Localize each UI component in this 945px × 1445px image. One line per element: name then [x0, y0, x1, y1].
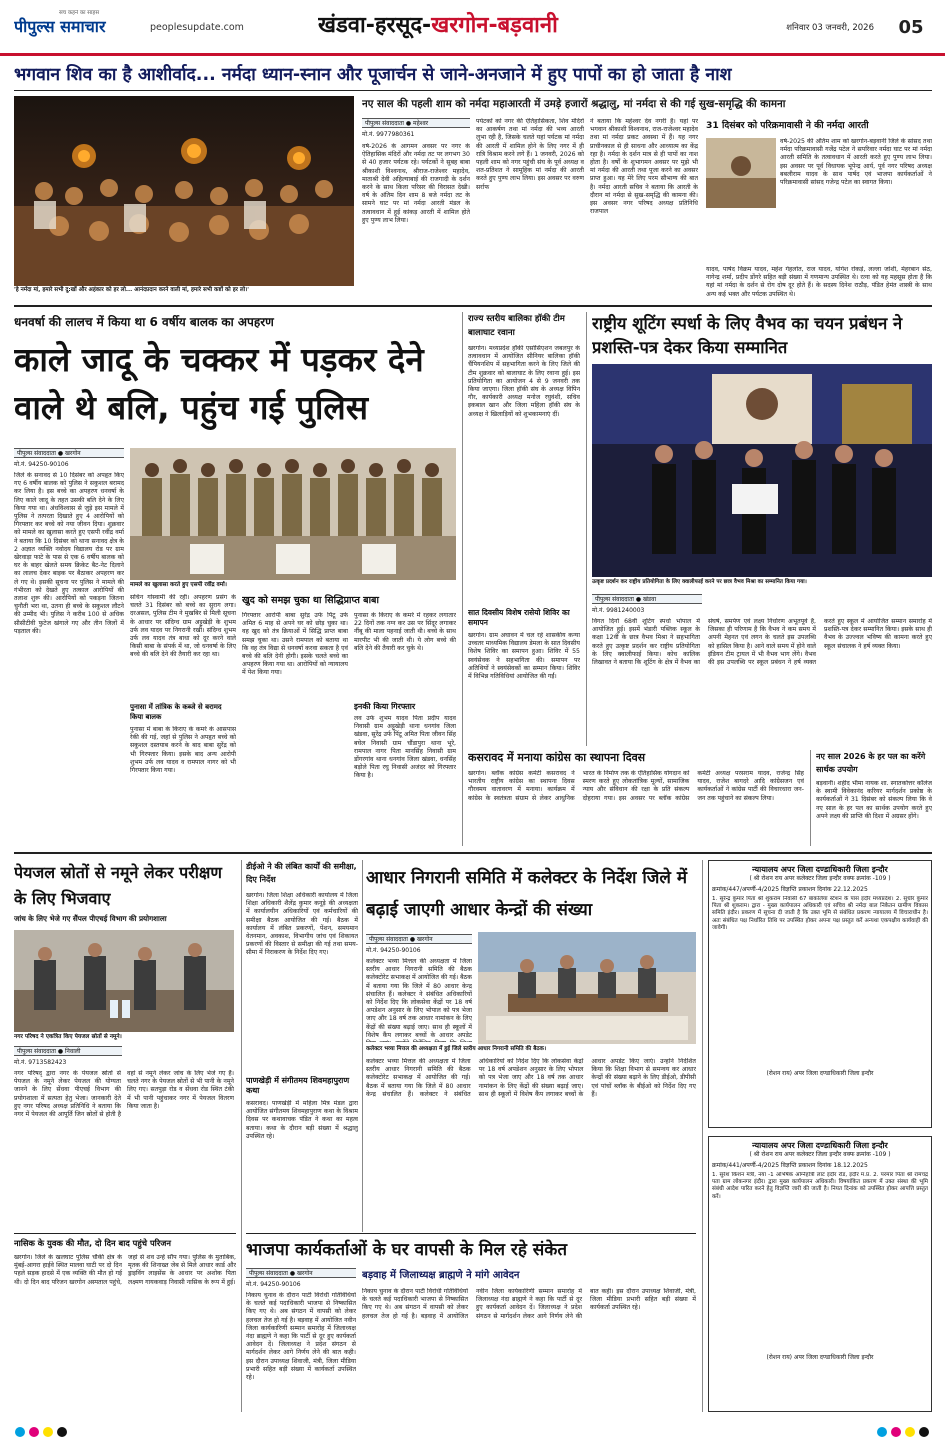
notice-1-sign: (रोशन राय) अपर जिला दण्डाधिकारी जिला इन्दौर: [766, 1070, 874, 1077]
deo-headline: डीईओ ने की लंबित कार्यों की समीक्षा, दिए निर्देश: [246, 862, 357, 884]
lead-side-headline: 31 दिसंबर को परिक्रमावासी ने की नर्मदा आरती: [706, 120, 869, 131]
new-year-headline: नए साल 2026 के हर पल का करेंगे सार्थक उपयोग: [816, 752, 926, 774]
aadhaar-headline: आधार निगरानी समिति में कलेक्टर के निर्देश जिले में बढ़ाई जाएगी आधार केन्द्रों की संख्या: [366, 868, 688, 920]
kidnap-caption: मामले का खुलासा करते हुए एसपी रवींद्र वर्मा।: [130, 582, 227, 588]
notice-1-body: 1. सुरेन्द्र कुमार पिता श्री शुकराम निवासी 67 बाकलिया स्टेशन के पास इंदौर मध्यप्रदेश। 2. सुधीर कुमार पिता श्री शुकराम। द्वारा - मुख्य कार्यपालन अधिकारी एवं सचिव श्री नर्मदा बाल निकेतन ग्रामीण विकास समिति इंदौर। प्रकरण में सूचना दी जाती है कि उक्त भूमि से संबंधित प्रकरण न्यायालय में विचाराधीन है। अतः संबंधित पक्ष निर्धारित तिथि पर उपस्थित होकर अपना पक्ष प्रस्तुत करें अन्यथा एकपक्षीय कार्यवाही की जावेगी।: [712, 896, 928, 931]
divider-2: [14, 852, 932, 854]
water-byline-text: पीपुल्स संवाददाता ● निवाली: [17, 1048, 81, 1055]
notice-2-subtitle: ( श्री रोशन राय अपर कलेक्टर जिला इन्दौर वक्फ क्रमांक -109 ): [749, 1151, 891, 1158]
nashik-body: खरगोन। जिले के खलघाट पुलिस चौकी क्षेत्र के मुंबई-आगरा हाईवे स्थित मालवा घाटी पर दो दिन पहले सड़क हादसे में एक व्यक्ति की मौत हो गई थी। दो दिन बाद परिजन खरगोन अस्पताल पहुंचे, जहां से शव उन्हें सौंप गया। पुलिस के मुताबिक, मृतक की शिनाख्त जेब से मिले आधार कार्ड और ड्राइविंग लाइसेंस के आधार पर अशोक पिता लक्ष्मण गायकवाड़ निवासी नासिक के रूप में हुई।: [14, 1254, 236, 1286]
congress-headline: कसरावद में मनाया कांग्रेस का स्थापना दिवस: [468, 751, 646, 764]
shooting-byline-text: पीपुल्स संवाददाता ● खंडवा: [595, 596, 657, 603]
notice-2-title: न्यायालय अपर जिला दण्डाधिकारी जिला इन्दौर: [752, 1141, 888, 1150]
legal-notice-1: [708, 860, 932, 1128]
nashik-headline: नासिक के युवक की मौत, दो दिन बाद पहुंचे परिजन: [14, 1238, 171, 1248]
masthead-logo: [14, 10, 144, 40]
masthead: [0, 0, 945, 56]
lead-rule: [14, 90, 932, 91]
lead-mobile: मो.नं. 9977980361: [362, 131, 415, 138]
vr-bot-1: [241, 860, 242, 1412]
notice-1-case: क्रमांक/447/अपर्णी-4/2025 विज्ञप्ति प्रकाशन दिनांक 22.12.2025: [712, 886, 868, 893]
divider-bjp: [246, 1233, 696, 1234]
kidnap-byline-text: पीपुल्स संवाददाता ● खरगोन: [17, 450, 81, 457]
award-ceremony-image: [592, 364, 932, 577]
deo-sub: पाणखेड़ी में संगीतमय शिवमहापुराण कथा: [246, 1076, 350, 1095]
new-year-body: बड़वानी। शहीद भीमा नायक शा. स्नातकोत्तर कॉलेज के स्वामी विवेकानंद करियर मार्गदर्शन प्रकोष्ठ के कार्यकर्ताओं ने 31 दिसंबर को संकल्प लिया कि वे नए साल के हर पल का सार्थक उपयोग करते हुए अपने लक्ष्य की प्राप्ति की दिशा में अग्रसर होंगे।: [816, 780, 932, 820]
kidnap-body-5: पुनासा के किराए के कमरे में रहकर लगातार 22 दिनों तक नग्न कर उस पर सिंदूर लगाकर नींबू की माला पहनाई जाती थी। बच्चे के साथ मारपीट भी की जाती थी। ये लोग बच्चे की बलि देने की तैयारी कर चुके थे।: [354, 612, 456, 652]
bjp-subhead: बड़वाह में जिलाध्यक्ष ब्राह्मणे ने मांगे आवेदन: [362, 1270, 520, 1281]
lead-side-body: वर्ष-2025 की अंतिम शाम को खरगोन-बड़वानी जिले के सांसद तथा नर्मदा परिक्रमावासी गजेंद्र पटेल ने सपरिवार नर्मदा घाट पर मां नर्मदा आरती समिति के तत्वावधान में आरती करते हुए पुण्य लाभ लिया। इस अवसर पर पूर्व विधायक भूपेन्द्र आर्य, पूर्व नगर परिषद अध्यक्ष बबलीराम यादव के साथ पार्षद एवं भाजपा कार्यकर्ताओं ने परिक्रमावासी सांसद गजेन्द्र पटेल का स्वागत किया।: [780, 138, 932, 187]
deo-body-2: कसरावद। पाणखेड़ी में महिला मित्र मंडल द्वारा आयोजित संगीतमय शिवमहापुराण कथा के विश्राम दिवस पर कथावाचक पंडित ने कथा का महत्व बताया। कथा के दौरान बड़ी संख्या में श्रद्धालु उपस्थित रहे।: [246, 1100, 358, 1140]
page-number: 05: [898, 17, 924, 38]
section-title-b: खरगोन-बड़वानी: [431, 13, 558, 38]
notice-1-subtitle: ( श्री रोशन राय अपर कलेक्टर जिला इन्दौर वक्फ क्रमांक -109 ): [749, 875, 891, 882]
vr-mid-1: [462, 312, 463, 846]
aadhaar-body-cols: कलेक्टर भव्या मित्तल की अध्यक्षता में जिला स्तरीय आधार निगरानी समिति की बैठक कलेक्टोरेट सभाकक्ष में आयोजित की गई। बैठक में बताया गया कि जिले में 80 आधार केन्द्र संचालित हैं। कलेक्टर ने संबंधित अधिकारियों को निर्देश दिए कि लोकसेवा केंद्रों पर 18 वर्ष अपडेशन अनुसार के लिए भोपाल को पत्र भेजा जाए और 18 वर्ष तक आधार नामांकन के लिए केंद्रों की संख्या बढ़ाई जाए। साथ ही स्कूलों में विशेष कैंप लगाकर बच्चों के आधार अपडेट किए जाएं। उन्होंने निर्देशित किया कि शिक्षा विभाग से समन्वय कर आधार केन्द्रों की संख्या बढ़ाने के लिए डीईओ, डीपीसी एवं पांचों ब्लॉक के बीईओ को निर्देश दिए गए हैं।: [366, 1058, 696, 1098]
kidnap-kicker: धनवर्षा की लालच में किया था 6 वर्षीय बालक का अपहरण: [14, 315, 274, 329]
bjp-byline-text: पीपुल्स संवाददाता ● खरगोन: [249, 1270, 313, 1277]
lead-body-col1: वर्ष-2026 के आगमन अवसर पर नगर के ऐतिहासिक मंदिरों और नर्मदा तट पर लगभग 30 से 40 हजार पर्यटक रहे। पर्यटकों ने सुबह बाबा श्रीकाशी विश्वनाथ, श्रीराज-राजेश्वर महादेव, माताश्री देवी अहिल्याबाई की राजगादी के दर्शन करने के साथ किला परिसर की विरासत देखी। वर्ष के अंतिम दिन शाम 8 बजे नर्मदा तट के सामने घाट पर मां नर्मदा आरती मंडल के तत्वावधान में हुई कांकड़ आरती में शामिल होते हुए पुण्य लाभ लिया।: [362, 143, 470, 224]
lead-photo: [14, 96, 354, 286]
lead-subhead: नए साल की पहली शाम को नर्मदा महाआरती में उमड़े हजारों श्रद्धालु, मां नर्मदा से की गई सुख-समृद्धि की कामना: [362, 98, 786, 110]
bjp-headline: भाजपा कार्यकर्ताओं के घर वापसी के मिल रहे संकेत: [246, 1240, 568, 1260]
water-byline: [14, 1046, 122, 1056]
vr-mid-3: [810, 750, 811, 846]
print-registration-marks: [0, 1424, 945, 1440]
shooting-byline: [592, 594, 702, 604]
bjp-body-right: निकाय चुनाव के दौरान पार्टी विरोधी गतिविधियों के चलते कई पदाधिकारी भाजपा से निष्कासित किए गए थे। अब संगठन में वापसी को लेकर हलचल तेज हो गई है। बड़वाह में आयोजित नवीन जिला कार्यकारिणी सम्मान समारोह में जिलाध्यक्ष नंदा ब्राह्मणे ने कहा कि पार्टी से दूर हुए कार्यकर्ता आवेदन दें। जिलाध्यक्ष ने प्रदेश संगठन से मार्गदर्शन लेकर आगे निर्णय लेने की बात कही। इस दौरान उपाध्यक्ष शिवाजी, मंत्री, जिला मीडिया प्रभारी सहित बड़ी संख्या में कार्यकर्ता उपस्थित रहे।: [362, 1288, 696, 1320]
section-title-a: खंडवा-हरसूद-: [318, 13, 432, 38]
registration-marks-strip: [0, 1424, 945, 1440]
issue-date: शनिवार 03 जनवरी, 2026: [786, 23, 874, 33]
bjp-body-left: निकाय चुनाव के दौरान पार्टी विरोधी गतिविधियों के चलते कई पदाधिकारी भाजपा से निष्कासित किए गए थे। अब संगठन में वापसी को लेकर हलचल तेज हो गई है। बड़वाह में आयोजित नवीन जिला कार्यकारिणी सम्मान समारोह में जिलाध्यक्ष नंदा ब्राह्मणे ने कहा कि पार्टी से दूर हुए कार्यकर्ता आवेदन दें। जिलाध्यक्ष ने प्रदेश संगठन से मार्गदर्शन लेकर आगे निर्णय लेने की बात कही। इस दौरान उपाध्यक्ष शिवाजी, मंत्री, जिला मीडिया प्रभारी सहित बड़ी संख्या में कार्यकर्ता उपस्थित रहे।: [246, 1292, 356, 1382]
kidnap-byline: [14, 448, 124, 458]
shooting-body: विगत दिनों 68वीं शूटिंग स्पर्धा भोपाल में आयोजित हुई। इसमें भंडारी पब्लिक स्कूल के कक्षा 12वीं के छात्र वैभव मिश्रा ने सहभागिता करते हुए उत्कृष्ट प्रदर्शन कर राष्ट्रीय प्रतियोगिता के लिए क्वालीफाई किया। कोच कालिक लिखावत ने बताया कि शूटिंग के क्षेत्र में वैभव का संघर्ष, समर्पण एवं लक्ष्य निर्धारण अभूतपूर्व है, जिसका ही परिणाम है कि वैभव ने कम समय में अपनी मेहनत एवं लगन के चलते इस उपलब्धि को हासिल किया है। आने वाले समय में होने वाले इंडियन टीम ट्रायल में भी वैभव भाग लेंगे। वैभव की इस उपलब्धि पर स्कूल प्रबंधन ने हर्ष व्यक्त करते हुए स्कूल में आयोजित सम्मान समारोह में प्रशस्ति-पत्र देकर सम्मानित किया। इसके साथ ही वैभव के उज्ज्वल भविष्य की कामना करते हुए स्कूल संचालक ने हर्ष व्यक्त किया।: [592, 618, 932, 667]
hockey-headline: राज्य स्तरीय बालिका हॉकी टीम बालाघाट रवाना: [468, 314, 565, 338]
lead-side-foot: यादव, पार्षद विक्रम यादव, महेश गेहलोत, राज यादव, योगेश रोकड़े, लल्ला जोशी, मेहरबान सेठ, नागेन्द्र शर्मा, प्रदीप डोंगरे सहित बड़ी संख्या में गणमान्य उपस्थित थे। रत्ना को यह महसूस होता है कि यहां मां नर्मदा के दर्शन से रोग दोष दूर होते हैं। के सदस्य दिनेश राठौड़, पंडित हेमंत शास्त्री के साथ अन्य कई भक्त और पर्यटक उपस्थित थे।: [706, 266, 932, 298]
aadhaar-byline: [366, 934, 472, 944]
kidnap-photo: [130, 448, 456, 580]
aadhaar-photo: [478, 932, 696, 1044]
lead-caption: 'हे नर्मदा मां, हमारे सभी दु:खों और अहंकार को हर लो... आनंदप्रदान करने वाली मां, हमारे सभी कष्टों को हर लो।': [14, 287, 249, 293]
lead-side-photo: [706, 138, 776, 208]
vr-bot-3: [702, 860, 703, 1412]
kidnap-headline: काले जादू के चक्कर में पड़कर देने वाले थे बलि, पहुंच गई पुलिस: [14, 340, 424, 427]
lead-body-col2: पर्यटकों को नगर की ऐतिहासिकता, शिव मंदिरों का आकर्षण तथा मां नर्मदा की भव्य आरती लुभा रही है, जिसके चलते यहां पर्यटक मां नर्मदा की आरती में शामिल होने के लिए नगर में ही रात्रि विश्राम करने लगे हैं। 1 जनवरी, 2026 को पहली शाम को नगर पहुंची संघ के पूर्व अध्यक्ष व शत-प्रतिशत ने सामूहिक मां नर्मदा की आरती करते हुए पुण्य लाभ लिया। इस अवसर पर वरुण सर्राफ: [476, 118, 584, 191]
vr-mid-2: [586, 312, 587, 746]
parikrama-photo: [706, 138, 776, 208]
lead-byline-text: पीपुल्स संवाददाता ● महेश्वर: [365, 120, 429, 127]
water-sampling-image: [14, 930, 234, 1032]
aadhaar-byline-text: पीपुल्स संवाददाता ● खरगोन: [369, 936, 433, 943]
notice-2-body: 1. सुरेश किशन मंत्री, नया -1 अभिषेक अग्निहोत्री लाट इंदौर रोड, इंदौर म.प्र. 2. परमार पिता श्री रामचंद्र पता ग्राम लोकनगर इंदौर। द्वारा मुख्य कार्यपालन अधिकारी। विषयांकित प्रकरण में उक्त संस्था की भूमि संबंधी आदेश पारित करने हेतु विज्ञप्ति जारी की जाती है। नियत दिनांक को उपस्थित होकर आपत्ति प्रस्तुत करें।: [712, 1172, 928, 1200]
aadhaar-caption: कलेक्टर भव्या मित्तल की अध्यक्षता में हुई जिले स्तरीय आधार निगरानी समिति की बैठक।: [366, 1046, 547, 1052]
kidnap-sub-2: इनकी किया गिरफ्तार: [354, 702, 416, 711]
bjp-byline: [246, 1268, 356, 1278]
water-headline: पेयजल स्रोतों से नमूने लेकर परीक्षण के लिए भिजवाए: [14, 863, 222, 908]
water-photo: [14, 930, 234, 1032]
water-subhead: जांच के लिए भेजे गए सैंपल पीएचई विभाग की प्रयोगशाला: [14, 914, 167, 923]
site-url[interactable]: peoplesupdate.com: [150, 22, 244, 33]
shooting-headline: राष्ट्रीय शूटिंग स्पर्धा के लिए वैभव का चयन प्रबंधन ने प्रशस्ति-पत्र देकर किया सम्मानित: [592, 314, 903, 357]
deo-body: खरगोन। जिला शिक्षा अधिकारी कार्यालय में जिला शिक्षा अधिकारी शैलेंद्र कुमार कनूड़े की अध्यक्षता में कार्यालयीन अधिकारियों एवं कर्मचारियों की समीक्षा बैठक आयोजित की गई। बैठक में कार्यालय में लंबित प्रकरणों, पेंशन, समयमान वेतनमान, अवकाश, विभागीय जांच एवं शिकायत प्रकरणों की विस्तार से समीक्षा की गई तथा समय-सीमा में निराकरण के निर्देश दिए गए।: [246, 892, 358, 957]
shooting-caption: उत्कृष्ट प्रदर्शन कर राष्ट्रीय प्रतियोगिता के लिए क्वालीफाई करने पर छात्र वैभव मिश्रा का सम्मानित किया गया।: [592, 579, 807, 585]
kidnap-body-6: लव उर्फ शुभम यादव पिता प्रदीप यादव निवासी ग्राम अट्टूखेड़ी थाना धनगांव जिला खंडवा, सुरेंद्र उर्फ पिंटू अमित पिता जीवन सिंह बघेल निवासी ग्राम चौंडापुरा थाना भूरे, रामपाल नागर पिता मानसिंह निवासी ग्राम डोंगरगांव थाना धनगांव जिला खंडवा, धनसिंह बड़ोले पिता रघु निवासी अजंदर को गिरफ्तार किया है।: [354, 715, 456, 780]
vr-bot-2: [362, 860, 363, 1232]
water-mobile: मो.नं. 9713582423: [14, 1059, 67, 1066]
water-body: नगर परिषद् द्वारा नगर के पेयजल स्रोतों से पेयजल के नमूने लेकर पेयजल की योग्यता जानने के लिए सेंधवा पीएचई विभाग की प्रयोगशाला में सत्यता हेतु भेजा। जानकारी देते हुए नगर परिषद अध्यक्ष प्रतिनिधि ने बताया कि नगर में पेयजल की आपूर्ति जिन स्रोतों से होती है वहां से नमूने लेकर जांच के लिए भेजे गए हैं। चलते नगर के पेयजल स्रोतों से भी पानी के नमूने लिए गए। सतपुड़ा रोड व सेंधवा रोड स्थित टंकी में भी पानी पहुंचाकर नगर में पेयजल वितरण किया जाता है।: [14, 1070, 234, 1119]
lead-headline: भगवान शिव का है आशीर्वाद... नर्मदा ध्यान-स्नान और पूजार्चन से जाने-अनजाने में हुए पापों का हो जाता है नाश: [14, 65, 732, 85]
kidnap-body-2: सचिन गोस्वामी की रही। अपहरण प्रसंग के चलते 31 दिसंबर को बच्चे का सुराग लगा। दरअसल, पुलिस टीम ने मुखबिर से मिली सूचना के आधार पर संदिग्ध ग्राम अट्टुखेड़ी के शुभम उर्फ लव यादव पर निगरानी रखी। संदिग्ध शुभम उर्फ लव यादव तंत्र बाधा को दूर करने वाले किसी बाबा के संपर्क में था, जो धनवर्षा के लिए बच्चे की बलि देने की तैयारी कर रहा था।: [130, 594, 236, 659]
kidnap-body-1: जिले के सनावद से 10 दिसंबर को अपहृत किए गए 6 वर्षीय बालक को पुलिस ने सकुशल बरामद कर लिया है। इस बच्चे का अपहरण धनवर्षा के लिए काले जादू के तहत उसकी बलि देने के लिए किया गया था। अंधविश्वास से जुड़े इस मामले में पुलिस ने तत्परता दिखाते हुए 4 आरोपियों को गिरफ्तार कर बच्चे को नया जीवन दिया। शुक्रवार को मामले का खुलासा करते हुए एसपी रवींद्र वर्मा ने बताया कि 10 दिसंबर को थाना सनावद क्षेत्र के 2 अज्ञात व्यक्ति नवोदय विद्यालय रोड पर ग्राम खेरवाड़ा फाटे के पास से एक 6 वर्षीय बालक को घर के बाहर खेलते समय क्रिकेट बैट-नेट दिलाने का लालच देकर बाइक पर बैठाकर अपहरण कर ले गए थे। इसकी सूचना पर पुलिस ने मामले की गंभीरता को देखते हुए तत्काल आरोपियों की तलाश शुरू की। आरोपियों को पकड़ना जितना चुनौती भरा था, उतना ही बच्चे के सकुशल लौटने की उम्मीद भी। पुलिस ने करीब 100 से अधिक सीसीटीवी फुटेज खंगाले गए और तीन जिलों में पड़ताल की।: [14, 472, 124, 635]
kidnap-sub-1: पुनासा में तांत्रिक के कब्जे से बरामद किया बालक: [130, 703, 222, 721]
kidnap-body-3: पुनासा में बाबा के किराए के कमरे के आसपास रेकी की गई, जहां से पुलिस ने अपहृत बच्चे को सकुशल दस्तयाब करने के बाद बाबा सुरेंद्र को भी गिरफ्तार किया। इसके बाद अन्य आरोपी शुभम उर्फ लव यादव व रामपाल नागर को भी गिरफ्तार किया गया।: [130, 726, 236, 775]
kidnap-body-4: गिरफ्तार आरोपी बाबा सुरेंद्र उर्फ पिंटू उर्फ अमित 6 माह से अपने घर को छोड़ चुका था। वह खुद को तंत्र क्रियाओं में सिद्धि प्राप्त बाबा समझ चुका था। उसने रामपाल को बताया था कि वह तंत्र विद्या से धनवर्षा करवा सकता है एवं बच्चे की बलि देनी होगी। इसके चलते बच्चे का अपहरण किया गया था। आरोपियों को न्यायालय में पेश किया गया।: [242, 612, 348, 677]
notice-2-case: क्रमांक/441/अपर्णी-4/2025 विज्ञप्ति प्रकाशन दिनांक 18.12.2025: [712, 1162, 868, 1169]
aadhaar-body: कलेक्टर भव्या मित्तल की अध्यक्षता में जिला स्तरीय आधार निगरानी समिति की बैठक कलेक्टोरेट सभाकक्ष में आयोजित की गई। बैठक में बताया गया कि जिले में 80 आधार केन्द्र संचालित हैं। कलेक्टर ने संबंधित अधिकारियों को निर्देश दिए कि लोकसेवा केंद्रों पर 18 वर्ष अपडेशन अनुसार के लिए भोपाल को पत्र भेजा जाए और 18 वर्ष तक आधार नामांकन के लिए केंद्रों की संख्या बढ़ाई जाए। साथ ही स्कूलों में विशेष कैंप लगाकर बच्चों के आधार अपडेट: [366, 958, 472, 1039]
divider-nashik: [14, 1233, 236, 1234]
shooting-mobile: मो.नं. 9981240003: [592, 607, 645, 614]
bjp-mobile: मो.नं. 94250-90106: [246, 1281, 301, 1288]
police-team-image: [130, 448, 456, 580]
hockey-body: खरगोन। मध्यप्रदेश हॉकी एसोसिएशन जबलपुर के तत्वावधान में आयोजित सीनियर बालिका हॉकी चैंपियनशिप में सहभागिता करने के लिए जिले की टीम शुक्रवार को बालाघाट के लिए रवाना हुई। इस प्रतियोगिता का आयोजन 4 से 9 जनवरी तक किया जाएगा। जिला हॉकी संघ के अध्यक्ष विपिन गौर, कार्यकारी अध्यक्ष मनोज रघुवंशी, सचिव इकबाल खान और जिला महिला हॉकी संघ के अध्यक्ष ने खिलाड़ियों को शुभकामनाएं दीं।: [468, 345, 580, 418]
lead-byline: [362, 118, 470, 128]
logo-tagline: सच कहने का साहस: [58, 10, 100, 16]
hockey-sub: सात दिवसीय विशेष रासेयो शिविर का समापन: [468, 608, 570, 627]
section-title: [318, 10, 648, 42]
hockey-body-2: खरगोन। ग्राम अघावन में चल रहे शासकीय कन्या उच्चतर माध्यमिक विद्यालय डेमला के सात दिवसीय विशेष शिविर का समापन हुआ। शिविर में 55 स्वयंसेवक ने सहभागिता की। समापन पर अतिथियों ने स्वयंसेवकों का सम्मान किया। शिविर में विभिन्न गतिविधियां आयोजित की गईं।: [468, 632, 580, 681]
shooting-photo: [592, 364, 932, 577]
notice-2-sign: (रोशन राय) अपर जिला दण्डाधिकारी जिला इन्दौर: [766, 1354, 874, 1361]
water-caption: नगर परिषद ने एकत्रित किए पेयजल स्रोतों से नमूने।: [14, 1034, 122, 1040]
collector-meeting-image: [478, 932, 696, 1044]
aarti-crowd-image: [14, 96, 354, 286]
kidnap-box-head: खुद को समझ चुका था सिद्धिप्राप्त बाबा: [242, 595, 379, 606]
congress-body: खरगोन। ब्लॉक कांग्रेस कमेटी कसरावद ने भारतीय राष्ट्रीय कांग्रेस का स्थापना दिवस गौरवमय वातावरण में मनाया। कार्यक्रम में कांग्रेस के स्वतंत्रता संग्राम से लेकर आधुनिक भारत के निर्माण तक के ऐतिहासिक योगदान को स्मरण करते हुए लोकतांत्रिक मूल्यों, सामाजिक न्याय और संविधान की रक्षा के प्रति संकल्प दोहराया गया। इस अवसर पर ब्लॉक कांग्रेस कमेटी अध्यक्ष परसराम यादव, राजेन्द्र सिंह यादव, राजेश बागदरे आदि कांग्रेसजन एवं कार्यकर्ताओं ने कांग्रेस पार्टी की विचारधारा जन-जन तक पहुंचाने का संकल्प लिया।: [468, 770, 804, 802]
aadhaar-mobile: मो.नं. 94250-90106: [366, 947, 421, 954]
kidnap-mobile: मो.नं. 94250-90106: [14, 461, 69, 468]
logo-text: पीपुल्स समाचार: [14, 17, 106, 36]
divider-1: [14, 305, 932, 307]
lead-body-col3: ने बताया कि महेश्वर देव नगरी है। यहां पर भगवान श्रीकाशी विश्वनाथ, राज-राजेश्वर महादेव तथा मां नर्मदा प्रकट अवस्था में हैं। यह नगर प्राचीनकाल से ही साधना और आध्यात्म का केंद्र रहा है। नर्मदा के दर्शन मात्र से ही पापों का नाश होता है। वर्षों के शुभागमन अवसर पर मुझे भी मां नर्मदा की आरती तथा पूजा करने का अवसर प्राप्त हुआ। यह मेरे लिए परम सौभाग्य की बात है। नर्मदा आरती सचिव ने बताया कि आरती के दौरान मां नर्मदा से सुख-समृद्धि की कामना की। इस अवसर नगर परिषद अध्यक्ष प्रतिनिधि राजपाल: [590, 118, 698, 216]
legal-notice-2: [708, 1136, 932, 1412]
notice-1-title: न्यायालय अपर जिला दण्डाधिकारी जिला इन्दौर: [752, 865, 888, 874]
